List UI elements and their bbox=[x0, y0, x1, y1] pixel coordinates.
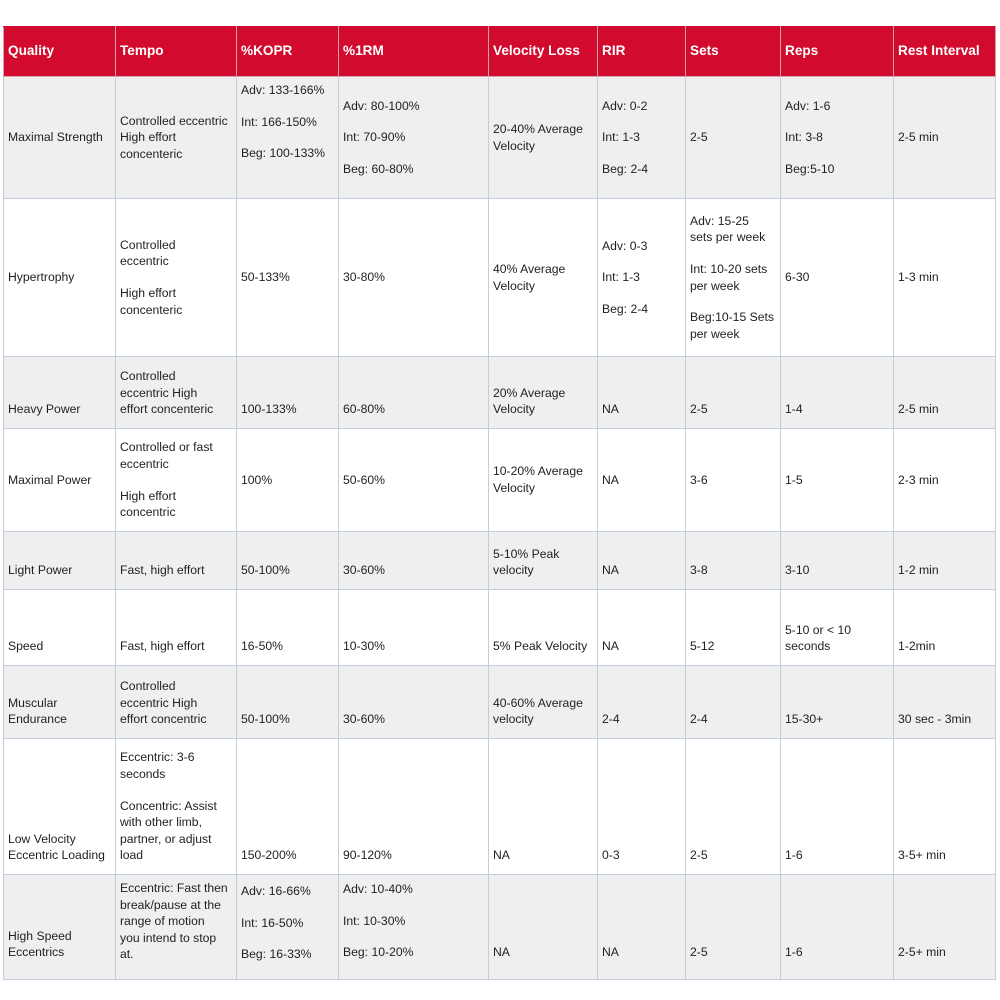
cell-tempo bbox=[116, 357, 237, 429]
cell-line: Controlled or fast bbox=[120, 440, 213, 455]
cell-velocity-loss bbox=[489, 77, 598, 199]
cell-line: Int: 1-3 bbox=[602, 270, 640, 285]
cell-kopr: 16-50% bbox=[237, 590, 339, 666]
cell-line: Velocity bbox=[493, 402, 536, 417]
column-header-rest-interval: Rest Interval bbox=[894, 27, 996, 77]
cell-velocity-loss: NA bbox=[489, 875, 598, 980]
cell-line: seconds bbox=[785, 639, 831, 654]
cell-line: Adv: 80-100% bbox=[343, 98, 420, 113]
cell-line: per week bbox=[690, 278, 740, 293]
cell-1rm: 60-80% bbox=[339, 357, 489, 429]
cell-tempo: Fast, high effort bbox=[116, 590, 237, 666]
cell-velocity-loss bbox=[489, 532, 598, 590]
cell-line: Int: 10-30% bbox=[343, 913, 406, 928]
cell-line: Velocity bbox=[493, 481, 536, 495]
cell-sets: 2-5 bbox=[686, 77, 781, 199]
cell-quality: Maximal Strength bbox=[4, 77, 116, 199]
cell-velocity-loss: NA bbox=[489, 739, 598, 875]
cell-reps: 1-6 bbox=[781, 875, 894, 980]
cell-line: eccentric High bbox=[120, 695, 198, 710]
cell-reps: 3-10 bbox=[781, 532, 894, 590]
cell-quality: Heavy Power bbox=[4, 357, 116, 429]
cell-tempo bbox=[116, 77, 237, 199]
cell-kopr bbox=[237, 875, 339, 980]
cell-line: Beg: 100-133% bbox=[241, 146, 326, 161]
table-row bbox=[4, 666, 996, 739]
cell-rest-interval: 1-2 min bbox=[894, 532, 996, 590]
column-header-1rm: %1RM bbox=[339, 27, 489, 77]
cell-line: range of motion bbox=[120, 914, 205, 929]
cell-line: Adv: 1-6 bbox=[785, 98, 831, 113]
cell-1rm: 90-120% bbox=[339, 739, 489, 875]
cell-velocity-loss: 5% Peak Velocity bbox=[489, 590, 598, 666]
cell-quality: Speed bbox=[4, 590, 116, 666]
cell-velocity-loss bbox=[489, 666, 598, 739]
column-header-reps: Reps bbox=[781, 27, 894, 77]
column-header-sets: Sets bbox=[686, 27, 781, 77]
cell-line: sets per week bbox=[690, 230, 766, 245]
cell-line: concenteric bbox=[120, 146, 183, 161]
cell-rir: NA bbox=[598, 532, 686, 590]
cell-1rm: 30-60% bbox=[339, 666, 489, 739]
cell-rest-interval: 3-5+ min bbox=[894, 739, 996, 875]
cell-line: Beg: 2-4 bbox=[602, 161, 649, 176]
cell-tempo: Fast, high effort bbox=[116, 532, 237, 590]
table-row bbox=[4, 739, 996, 875]
cell-line: Adv: 0-2 bbox=[602, 98, 648, 113]
cell-line: Eccentric: 3-6 bbox=[120, 750, 195, 765]
cell-line: Adv: 0-3 bbox=[602, 238, 648, 253]
cell-line: Int: 70-90% bbox=[343, 130, 406, 145]
cell-line: partner, or adjust bbox=[120, 831, 212, 846]
cell-line: Beg: 10-20% bbox=[343, 945, 414, 960]
cell-rest-interval: 2-5 min bbox=[894, 357, 996, 429]
cell-kopr: 50-100% bbox=[237, 666, 339, 739]
cell-sets: 3-6 bbox=[686, 429, 781, 532]
table-row bbox=[4, 590, 996, 666]
cell-line: 5-10 or < 10 bbox=[785, 622, 852, 637]
cell-line: concentric bbox=[120, 505, 176, 520]
cell-line: Adv: 133-166% bbox=[241, 83, 325, 97]
cell-reps: 1-5 bbox=[781, 429, 894, 532]
cell-rest-interval: 30 sec - 3min bbox=[894, 666, 996, 739]
table-row bbox=[4, 77, 996, 199]
table-row bbox=[4, 875, 996, 980]
cell-sets: 3-8 bbox=[686, 532, 781, 590]
table-row bbox=[4, 199, 996, 357]
column-header-tempo: Tempo bbox=[116, 27, 237, 77]
cell-rir bbox=[598, 77, 686, 199]
cell-sets: 2-5 bbox=[686, 875, 781, 980]
cell-line: Adv: 10-40% bbox=[343, 882, 413, 896]
cell-quality bbox=[4, 875, 116, 980]
cell-kopr: 100-133% bbox=[237, 357, 339, 429]
cell-1rm bbox=[339, 875, 489, 980]
cell-rir: 2-4 bbox=[598, 666, 686, 739]
cell-line: Controlled bbox=[120, 369, 176, 384]
cell-line: eccentric bbox=[120, 254, 169, 269]
cell-tempo bbox=[116, 666, 237, 739]
cell-line: High effort bbox=[120, 488, 177, 503]
cell-1rm: 30-60% bbox=[339, 532, 489, 590]
cell-line: 40-60% Average bbox=[493, 695, 583, 710]
cell-sets: 2-5 bbox=[686, 357, 781, 429]
cell-1rm: 10-30% bbox=[339, 590, 489, 666]
cell-sets bbox=[686, 199, 781, 357]
cell-line: Beg: 2-4 bbox=[602, 301, 649, 316]
cell-reps bbox=[781, 77, 894, 199]
cell-kopr: 150-200% bbox=[237, 739, 339, 875]
cell-line: 10-20% Average bbox=[493, 464, 583, 479]
cell-sets: 2-4 bbox=[686, 666, 781, 739]
cell-reps: 6-30 bbox=[781, 199, 894, 357]
cell-line: 5-10% Peak bbox=[493, 546, 560, 561]
cell-sets: 5-12 bbox=[686, 590, 781, 666]
table-row bbox=[4, 429, 996, 532]
cell-line: Velocity bbox=[493, 278, 536, 293]
cell-tempo bbox=[116, 875, 237, 980]
cell-kopr: 100% bbox=[237, 429, 339, 532]
training-qualities-table bbox=[3, 26, 996, 980]
cell-line: with other limb, bbox=[120, 815, 202, 830]
cell-line: Controlled bbox=[120, 679, 176, 694]
cell-line: eccentric bbox=[120, 456, 169, 471]
cell-line: load bbox=[120, 848, 144, 863]
cell-rir: 0-3 bbox=[598, 739, 686, 875]
column-header-rir: RIR bbox=[598, 27, 686, 77]
cell-line: per week bbox=[690, 326, 740, 341]
cell-text: High Speed Eccentrics bbox=[8, 928, 72, 960]
cell-line: at. bbox=[120, 947, 134, 962]
cell-line: Adv: 15-25 bbox=[690, 213, 749, 228]
cell-rir: NA bbox=[598, 429, 686, 532]
cell-quality: Maximal Power bbox=[4, 429, 116, 532]
cell-line: Eccentric: Fast then bbox=[120, 881, 228, 895]
cell-rest-interval: 2-5 min bbox=[894, 77, 996, 199]
cell-line: Int: 10-20 sets bbox=[690, 261, 768, 276]
cell-line: Beg: 60-80% bbox=[343, 161, 414, 176]
cell-line: Beg:10-15 Sets bbox=[690, 310, 775, 325]
cell-velocity-loss bbox=[489, 429, 598, 532]
cell-line: velocity bbox=[493, 712, 534, 727]
cell-rir: NA bbox=[598, 875, 686, 980]
cell-velocity-loss bbox=[489, 357, 598, 429]
cell-line: Int: 16-50% bbox=[241, 915, 304, 930]
cell-rest-interval: 1-2min bbox=[894, 590, 996, 666]
column-header-kopr: %KOPR bbox=[237, 27, 339, 77]
cell-line: Beg:5-10 bbox=[785, 161, 835, 176]
cell-line: High effort bbox=[120, 130, 177, 145]
cell-line: Beg: 16-33% bbox=[241, 947, 312, 962]
cell-velocity-loss bbox=[489, 199, 598, 357]
cell-line: concenteric bbox=[120, 302, 183, 317]
cell-line: velocity bbox=[493, 563, 534, 578]
cell-reps: 1-6 bbox=[781, 739, 894, 875]
cell-line: Controlled bbox=[120, 237, 176, 252]
cell-line: break/pause at the bbox=[120, 897, 221, 912]
table-header-row bbox=[4, 27, 996, 77]
cell-line: 40% Average bbox=[493, 261, 566, 276]
cell-line: Controlled eccentric bbox=[120, 113, 228, 128]
column-header-velocity-loss: Velocity Loss bbox=[489, 27, 598, 77]
cell-quality: Muscular Endurance bbox=[4, 666, 116, 739]
cell-rest-interval: 2-5+ min bbox=[894, 875, 996, 980]
cell-rest-interval: 1-3 min bbox=[894, 199, 996, 357]
cell-quality: Hypertrophy bbox=[4, 199, 116, 357]
table-row bbox=[4, 532, 996, 590]
cell-quality: Light Power bbox=[4, 532, 116, 590]
cell-tempo bbox=[116, 429, 237, 532]
table-row bbox=[4, 357, 996, 429]
cell-quality: Low Velocity Eccentric Loading bbox=[4, 739, 116, 875]
cell-line: Concentric: Assist bbox=[120, 798, 217, 813]
cell-rir: NA bbox=[598, 357, 686, 429]
cell-kopr: 50-100% bbox=[237, 532, 339, 590]
cell-reps bbox=[781, 590, 894, 666]
cell-tempo bbox=[116, 739, 237, 875]
cell-tempo bbox=[116, 199, 237, 357]
cell-line: effort concenteric bbox=[120, 402, 214, 417]
training-qualities-table-container bbox=[3, 26, 995, 980]
cell-kopr bbox=[237, 77, 339, 199]
column-header-quality: Quality bbox=[4, 27, 116, 77]
cell-reps: 1-4 bbox=[781, 357, 894, 429]
cell-line: Adv: 16-66% bbox=[241, 884, 311, 898]
cell-line: Int: 166-150% bbox=[241, 114, 317, 129]
cell-1rm: 30-80% bbox=[339, 199, 489, 357]
cell-line: Int: 3-8 bbox=[785, 130, 823, 145]
cell-line: Int: 1-3 bbox=[602, 130, 640, 145]
cell-rest-interval: 2-3 min bbox=[894, 429, 996, 532]
cell-sets: 2-5 bbox=[686, 739, 781, 875]
cell-1rm bbox=[339, 77, 489, 199]
cell-line: Velocity bbox=[493, 138, 536, 153]
cell-line: 20-40% Average bbox=[493, 121, 583, 136]
cell-line: eccentric High bbox=[120, 385, 198, 400]
cell-1rm: 50-60% bbox=[339, 429, 489, 532]
cell-line: 20% Average bbox=[493, 385, 566, 400]
cell-rir: NA bbox=[598, 590, 686, 666]
cell-line: seconds bbox=[120, 767, 166, 782]
cell-rir bbox=[598, 199, 686, 357]
cell-kopr: 50-133% bbox=[237, 199, 339, 357]
cell-line: you intend to stop bbox=[120, 930, 217, 945]
cell-line: effort concentric bbox=[120, 712, 207, 727]
cell-line: High effort bbox=[120, 286, 177, 300]
cell-reps: 15-30+ bbox=[781, 666, 894, 739]
